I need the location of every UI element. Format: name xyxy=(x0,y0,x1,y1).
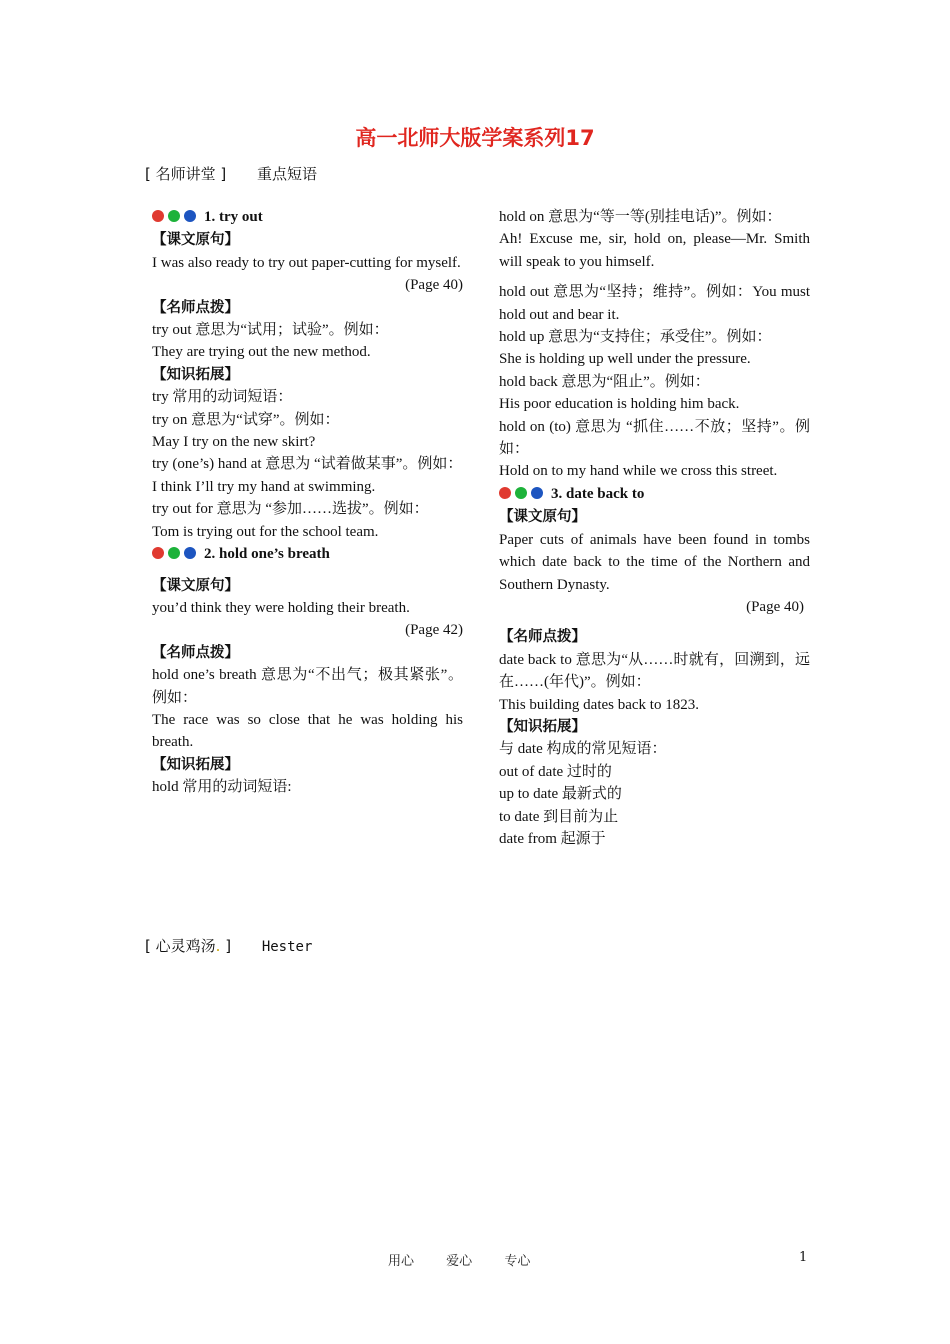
text-line: try on 意思为“试穿”。例如： xyxy=(152,411,340,428)
section-label-dot: . xyxy=(215,937,221,955)
original-sentence: I was also ready to try out paper-cutting for myself. xyxy=(152,254,461,271)
text-line: try out for 意思为 “参加……选拔”。例如： xyxy=(152,501,429,518)
text-line: date from 起源于 xyxy=(499,830,606,847)
text-line: May I try on the new skirt? xyxy=(152,434,316,451)
text-line: Tom is trying out for the school team. xyxy=(152,523,379,540)
original-sentence: you’d think they were holding their breath. xyxy=(152,599,410,616)
text-line: hold one’s breath 意思为“不出气；极其紧张”。例如： xyxy=(152,667,463,706)
right-column xyxy=(499,206,810,850)
page-ref: (Page 40) xyxy=(746,598,804,615)
text-line: The race was so close that he was holding his breath. xyxy=(152,711,463,751)
section-tag: 【名师点拨】 xyxy=(152,299,239,316)
page-ref: (Page 40) xyxy=(405,277,463,294)
section-subtitle: 重点短语 xyxy=(257,165,318,183)
phrase-heading-1 xyxy=(152,206,463,229)
text-line: hold out 意思为“坚持；维持”。例如：You must hold out and bear it. xyxy=(499,284,810,323)
text-line: try out 意思为“试用；试验”。例如： xyxy=(152,322,389,339)
section-tag: 【课文原句】 xyxy=(152,577,239,594)
phrase-heading-3 xyxy=(499,483,810,506)
footer-word: 爱心 xyxy=(446,1254,473,1269)
text-line: hold back 意思为“阻止”。例如： xyxy=(499,373,710,390)
phrase-title: 2. hold one’s breath xyxy=(204,546,330,563)
section-header-chicken-soup xyxy=(145,935,312,956)
left-column xyxy=(152,206,463,799)
section-tag: 【名师点拨】 xyxy=(152,644,239,661)
text-line: to date 到目前为止 xyxy=(499,808,619,825)
phrase-title: 3. date back to xyxy=(551,485,645,502)
footer-word: 用心 xyxy=(388,1254,415,1269)
section-subtitle: Hester xyxy=(261,939,313,955)
section-tag: 【课文原句】 xyxy=(152,232,239,249)
text-line: hold 常用的动词短语: xyxy=(152,779,292,796)
text-line: I think I’ll try my hand at swimming. xyxy=(152,478,376,495)
text-line: Ah! Excuse me, sir, hold on, please—Mr. Smith will speak to you himself. xyxy=(499,231,810,270)
section-header-lecture xyxy=(145,163,317,184)
section-label: [ 名师讲堂 ] xyxy=(145,165,227,183)
text-line: 与 date 构成的常见短语： xyxy=(499,741,667,758)
section-tag: 【知识拓展】 xyxy=(499,718,586,735)
text-line: Hold on to my hand while we cross this street. xyxy=(499,463,778,480)
bullet-dots-icon xyxy=(152,544,200,566)
page-number: 1 xyxy=(799,1250,808,1265)
text-line: out of date 过时的 xyxy=(499,763,612,780)
section-label-close: ] xyxy=(225,937,232,955)
text-line: hold on 意思为“等一等(别挂电话)”。例如： xyxy=(499,209,782,225)
section-tag: 【知识拓展】 xyxy=(152,756,239,773)
page-ref: (Page 42) xyxy=(405,622,463,639)
text-line: They are trying out the new method. xyxy=(152,344,371,361)
section-tag: 【课文原句】 xyxy=(499,509,586,526)
phrase-title: 1. try out xyxy=(204,209,263,225)
section-tag: 【知识拓展】 xyxy=(152,366,239,383)
text-line: hold up 意思为“支持住；承受住”。例如： xyxy=(499,329,772,346)
text-line: His poor education is holding him back. xyxy=(499,396,740,413)
page-title: 高一北师大版学案系列17 xyxy=(355,126,595,150)
bullet-dots-icon xyxy=(152,207,200,229)
section-label: [ 心灵鸡汤 xyxy=(145,937,216,955)
original-sentence: Paper cuts of animals have been found in tombs which date back to the time of the Northern and Southern Dynasty. xyxy=(499,531,810,593)
text-line: She is holding up well under the pressure. xyxy=(499,351,751,368)
text-line: try (one’s) hand at 意思为 “试着做某事”。例如： xyxy=(152,456,463,473)
section-tag: 【名师点拨】 xyxy=(499,629,586,646)
text-line: try 常用的动词短语： xyxy=(152,389,293,406)
text-line: This building dates back to 1823. xyxy=(499,696,699,713)
bullet-dots-icon xyxy=(499,484,547,506)
phrase-heading-2 xyxy=(152,543,463,566)
text-line: hold on (to) 意思为 “抓住……不放；坚持”。例如： xyxy=(499,418,810,458)
text-line: up to date 最新式的 xyxy=(499,786,622,803)
page-footer xyxy=(388,1250,558,1269)
footer-word: 专心 xyxy=(504,1254,531,1269)
text-line: date back to 意思为“从……时就有，回溯到，远在……(年代)”。例如： xyxy=(499,651,810,691)
